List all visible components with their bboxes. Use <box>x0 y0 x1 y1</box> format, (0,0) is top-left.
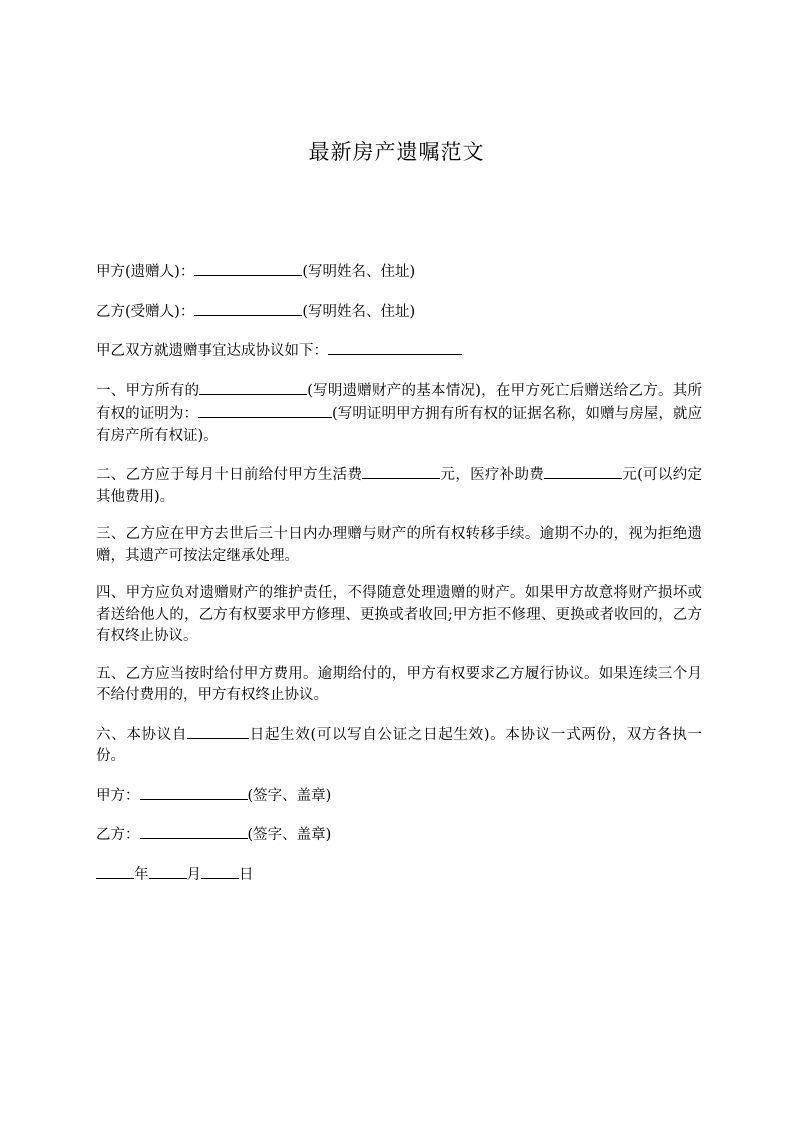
party-b-note: (写明姓名、住址) <box>302 303 416 320</box>
party-b-label: 乙方(受赠人)： <box>96 303 195 320</box>
clause-5: 五、乙方应当按时给付甲方费用。逾期给付的，甲方有权要求乙方履行协议。如果连续三个月不给付费用的，甲方有权终止协议。 <box>96 665 702 703</box>
year-label: 年 <box>134 866 149 883</box>
date-line <box>96 863 702 887</box>
party-b-blank[interactable] <box>194 300 302 316</box>
effective-date-blank[interactable] <box>187 723 249 739</box>
party-b-line <box>96 300 702 324</box>
sign-b-note: (签字、盖章) <box>247 827 332 843</box>
sign-a-note: (签字、盖章) <box>247 787 332 804</box>
clause-2-text-1: 二、乙方应于每月十日前给付甲方生活费 <box>96 467 363 483</box>
party-a-label: 甲方(遗赠人)： <box>96 264 195 280</box>
sign-a-label: 甲方： <box>96 787 140 804</box>
sign-b-label: 乙方： <box>96 827 140 843</box>
clause-6-text-2: 日起生效(可以写自公证之日起生效)。本协议一式两份，双方各执一份。 <box>96 726 703 764</box>
clause-2 <box>96 463 702 508</box>
month-label: 月 <box>186 866 201 883</box>
clause-6 <box>96 723 702 768</box>
clause-1-proof-blank[interactable] <box>198 402 332 418</box>
clause-1 <box>96 379 702 448</box>
page-title: 最新房产遗嘱范文 <box>308 140 485 164</box>
sign-b-line <box>96 823 702 847</box>
day-label: 日 <box>239 866 254 883</box>
sign-b-blank[interactable] <box>140 823 248 839</box>
living-expense-blank[interactable] <box>362 463 440 479</box>
party-a-note: (写明姓名、住址) <box>302 264 416 280</box>
month-blank[interactable] <box>149 863 187 879</box>
day-blank[interactable] <box>201 863 239 879</box>
clause-1-text-2: (写明遗赠财产的基本情况)，在甲方死亡后赠送给乙方。其所有权的证明为： <box>96 382 703 422</box>
sign-a-line <box>96 784 702 808</box>
sign-a-blank[interactable] <box>140 784 248 800</box>
clause-1-property-blank[interactable] <box>199 379 307 395</box>
party-a-line <box>96 260 702 284</box>
medical-subsidy-blank[interactable] <box>544 463 622 479</box>
clause-2-text-2: 元，医疗补助费 <box>440 467 545 483</box>
party-a-blank[interactable] <box>194 260 302 276</box>
agreement-text: 甲乙双方就遗赠事宜达成协议如下： <box>96 343 328 359</box>
agreement-line <box>96 339 702 363</box>
clause-4: 四、甲方应负对遗赠财产的维护责任，不得随意处理遗赠的财产。如果甲方故意将财产损坏或者送给他人的，乙方有权要求甲方修理、更换或者收回;甲方拒不修理、更换或者收回的，乙方有权终止协议。 <box>96 585 702 644</box>
clause-6-text-1: 六、本协议自 <box>96 726 188 743</box>
clause-1-text-1: 一、甲方所有的 <box>96 382 200 399</box>
agreement-blank[interactable] <box>328 339 462 355</box>
clause-3: 三、乙方应在甲方去世后三十日内办理赠与财产的所有权转移手续。逾期不办的，视为拒绝遗赠，其遗产可按法定继承处理。 <box>96 526 702 564</box>
document-body <box>96 260 702 902</box>
clause-2-text-3: 元(可以约定其他费用)。 <box>96 467 702 505</box>
clause-1-text-3: (写明证明甲方拥有所有权的证据名称，如赠与房屋，就应有房产所有权证)。 <box>96 406 703 444</box>
year-blank[interactable] <box>96 863 134 879</box>
